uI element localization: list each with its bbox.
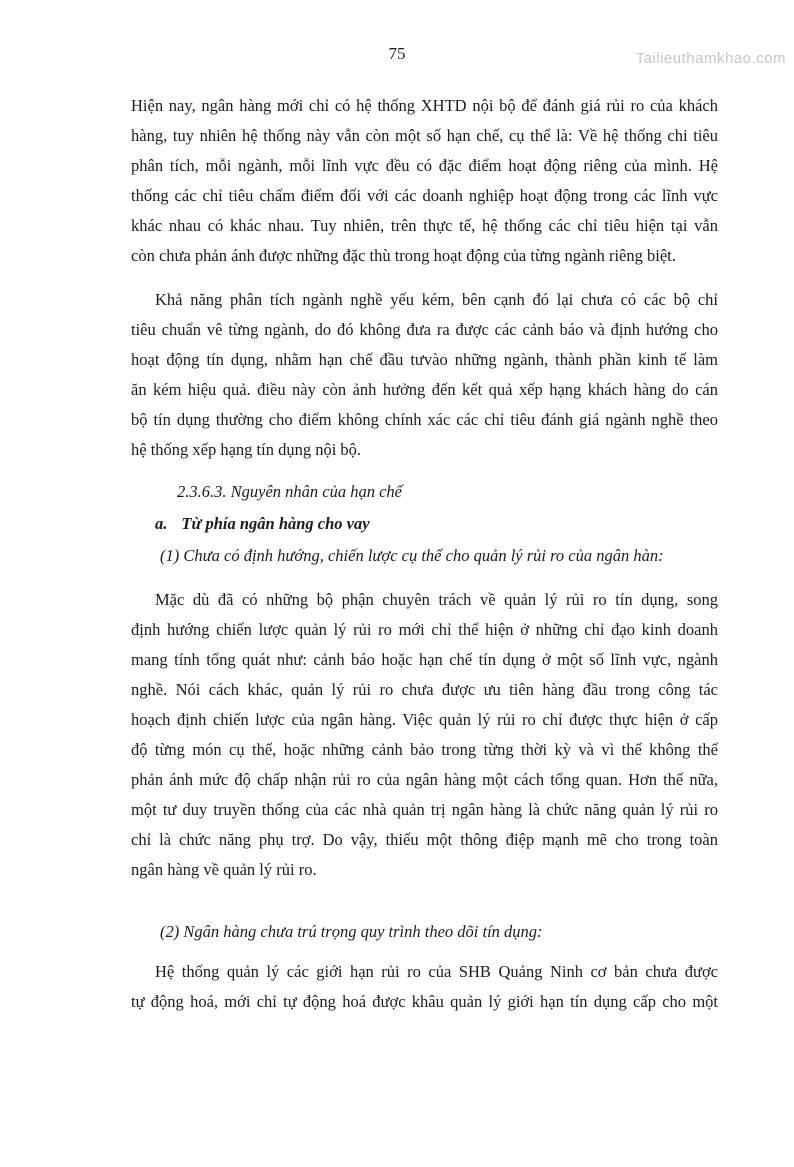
paragraph-line: ăn kém hiệu quả. điều này còn ảnh hưởng đến kết quả xếp hạng khách hàng do cán [131, 380, 718, 399]
item-heading-1: (1) Chưa có định hướng, chiến lược cụ thể cho quản lý rủi ro của ngân hàn: [160, 546, 664, 565]
paragraph-line: khác nhau có khác nhau. Tuy nhiên, trên thực tế, hệ thống các chỉ tiêu hiện tại vẫn [131, 216, 718, 235]
paragraph-line: hệ thống xếp hạng tín dụng nội bộ. [131, 440, 362, 459]
paragraph-line: phản ánh mức độ chấp nhận rủi ro của ngân hàng một cách tổng quan. Hơn thế nữa, [131, 770, 718, 789]
paragraph-line: hoạch định chiến lược của ngân hàng. Việc quản lý rủi ro chỉ được thực hiện ở cấp [131, 710, 718, 729]
paragraph-line: Hiện nay, ngân hàng mới chỉ có hệ thống XHTD nội bộ để đánh giá rủi ro của khách [131, 96, 718, 115]
paragraph-line: Mặc dù đã có những bộ phận chuyên trách về quản lý rủi ro tín dụng, song [155, 590, 718, 609]
paragraph-line: bộ tín dụng thường cho điểm không chính xác các chỉ tiêu đánh giá ngành nghề theo [131, 410, 718, 429]
document-body [131, 91, 718, 1017]
watermark: Tailieuthamkhao.com [635, 50, 786, 67]
paragraph-line: tự động hoá, mới chỉ tự động hoá được khâu quản lý giới hạn tín dụng cấp cho một [131, 992, 718, 1011]
paragraph-line: hàng, tuy nhiên hệ thống này vẫn còn một số hạn chế, cụ thể là: Về hệ thống chi tiêu [131, 126, 718, 145]
paragraph-line: Khả năng phân tích ngành nghề yếu kém, bên cạnh đó lại chưa có các bộ chỉ [155, 290, 718, 309]
paragraph [131, 91, 718, 271]
section-heading: 2.3.6.3. Nguyên nhân của hạn chế [177, 482, 402, 501]
subsection-heading [155, 509, 718, 539]
paragraph-line: Hệ thống quản lý các giới hạn rủi ro của SHB Quảng Ninh cơ bản chưa được [155, 962, 718, 981]
paragraph-line: một tư duy truyền thống của các nhà quản trị ngân hàng là chức năng quản lý rủi ro [131, 800, 718, 819]
paragraph-line: phân tích, mỗi ngành, mỗi lĩnh vực đều có đặc điểm hoạt động riêng của mình. Hệ [131, 156, 718, 175]
paragraph-line: hoạt động tín dụng, nhằm hạn chế đầu tưvào những ngành, thành phần kinh tế làm [131, 350, 718, 369]
page-number: 75 [388, 44, 406, 63]
paragraph-line: mang tính tổng quát như: cảnh báo hoặc hạn chế tín dụng ở một số lĩnh vực, ngành [131, 650, 718, 669]
subsection-title: Từ phía ngân hàng cho vay [181, 514, 370, 533]
paragraph-line: định hướng chiến lược quản lý rủi ro mới chỉ thể hiện ở những chỉ đạo kinh doanh [131, 620, 718, 639]
item-heading-2: (2) Ngân hàng chưa trú trọng quy trình theo dõi tín dụng: [160, 922, 543, 941]
paragraph [131, 957, 718, 1017]
paragraph-line: tiêu chuẩn vê từng ngành, do đó không đưa ra được các cảnh báo và định hướng cho [131, 320, 718, 339]
paragraph-line: còn chưa phản ánh được những đặc thù trong hoạt động của từng ngành riêng biệt. [131, 246, 676, 265]
paragraph-line: độ từng món cụ thể, hoặc những cảnh bảo trong từng thời kỳ và vì thế không thể [131, 740, 718, 759]
paragraph-line: nghề. Nói cách khác, quản lý rủi ro chưa được ưu tiên hàng đầu trong công tác [131, 680, 718, 699]
paragraph-line: ngân hàng về quản lý rủi ro. [131, 860, 317, 879]
paragraph [131, 285, 718, 465]
paragraph-line: thống các chỉ tiêu chấm điểm đối với các doanh nghiệp hoạt động trong các lĩnh vực [131, 186, 718, 205]
subsection-marker: a. [155, 514, 168, 533]
paragraph-line: chỉ là chức năng phụ trợ. Do vậy, thiếu một thông điệp mạnh mẽ cho trong toàn [131, 830, 718, 849]
paragraph [131, 585, 718, 885]
